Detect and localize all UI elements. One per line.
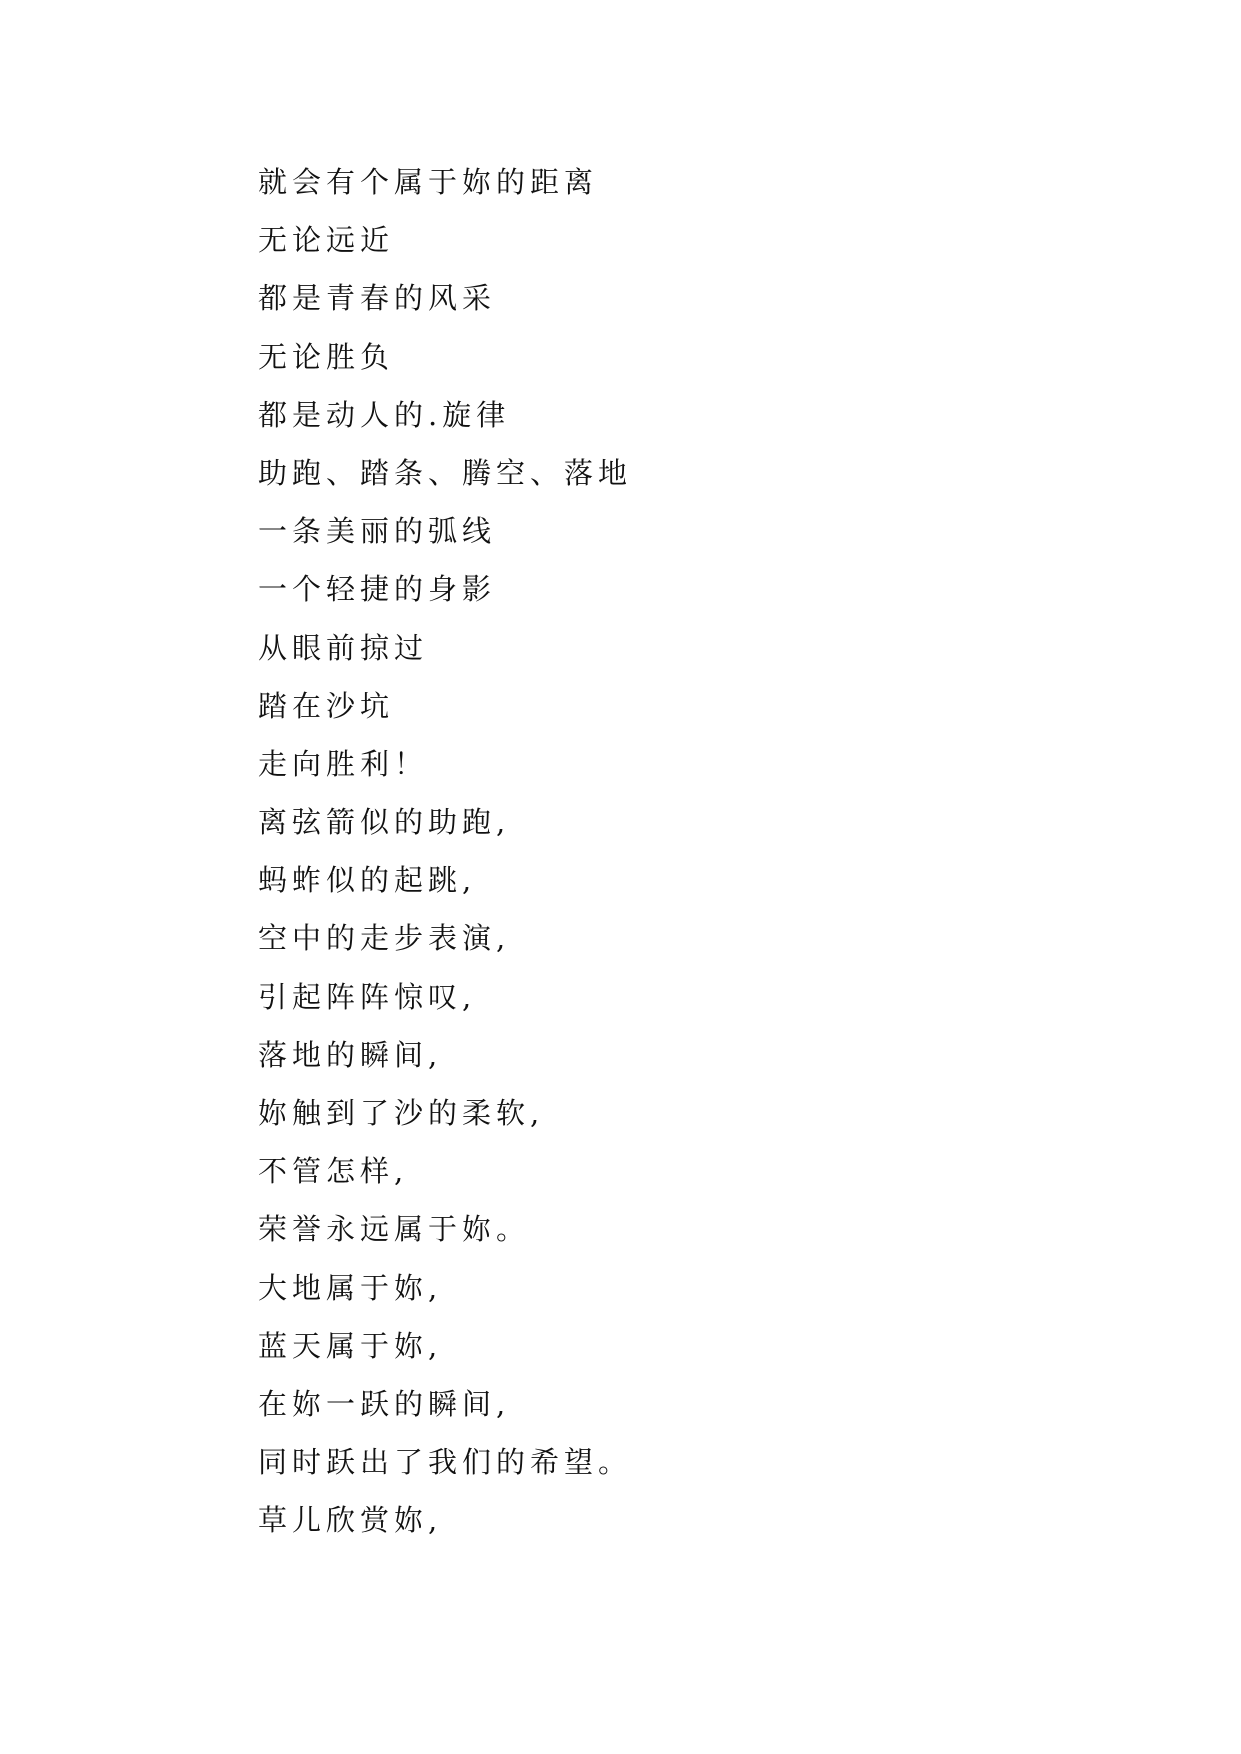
poem-line: 助跑、踏条、腾空、落地 <box>258 455 633 490</box>
poem-line: 草儿欣赏妳, <box>258 1503 443 1538</box>
poem-line: 同时跃出了我们的希望。 <box>258 1445 633 1480</box>
poem-line: 空中的走步表演, <box>258 921 511 956</box>
poem-line: 离弦箭似的助跑, <box>258 805 511 840</box>
poem-line: 不管怎样, <box>258 1154 409 1189</box>
poem-line: 踏在沙坑 <box>258 688 395 723</box>
poem-line: 大地属于妳, <box>258 1270 443 1305</box>
poem-line: 就会有个属于妳的距离 <box>258 165 599 199</box>
poem-line: 都是青春的风采 <box>258 281 497 316</box>
poem-line: 荣誉永远属于妳。 <box>258 1212 531 1247</box>
poem-line: 妳触到了沙的柔软, <box>258 1096 545 1130</box>
poem-line: 都是动人的.旋律 <box>258 397 511 432</box>
poem-body <box>258 160 632 1557</box>
poem-line: 一条美丽的弧线 <box>258 514 497 549</box>
poem-line: 蚂蚱似的起跳, <box>258 863 477 898</box>
poem-line: 一个轻捷的身影 <box>258 572 497 607</box>
poem-line: 蓝天属于妳, <box>258 1328 443 1363</box>
poem-line: 走向胜利！ <box>258 746 429 781</box>
poem-line: 从眼前掠过 <box>258 630 429 665</box>
poem-line: 落地的瞬间, <box>258 1037 443 1072</box>
poem-line: 无论胜负 <box>258 339 395 374</box>
poem-line: 无论远近 <box>258 223 395 258</box>
poem-line: 引起阵阵惊叹, <box>258 979 477 1014</box>
poem-line: 在妳一跃的瞬间, <box>258 1386 511 1421</box>
